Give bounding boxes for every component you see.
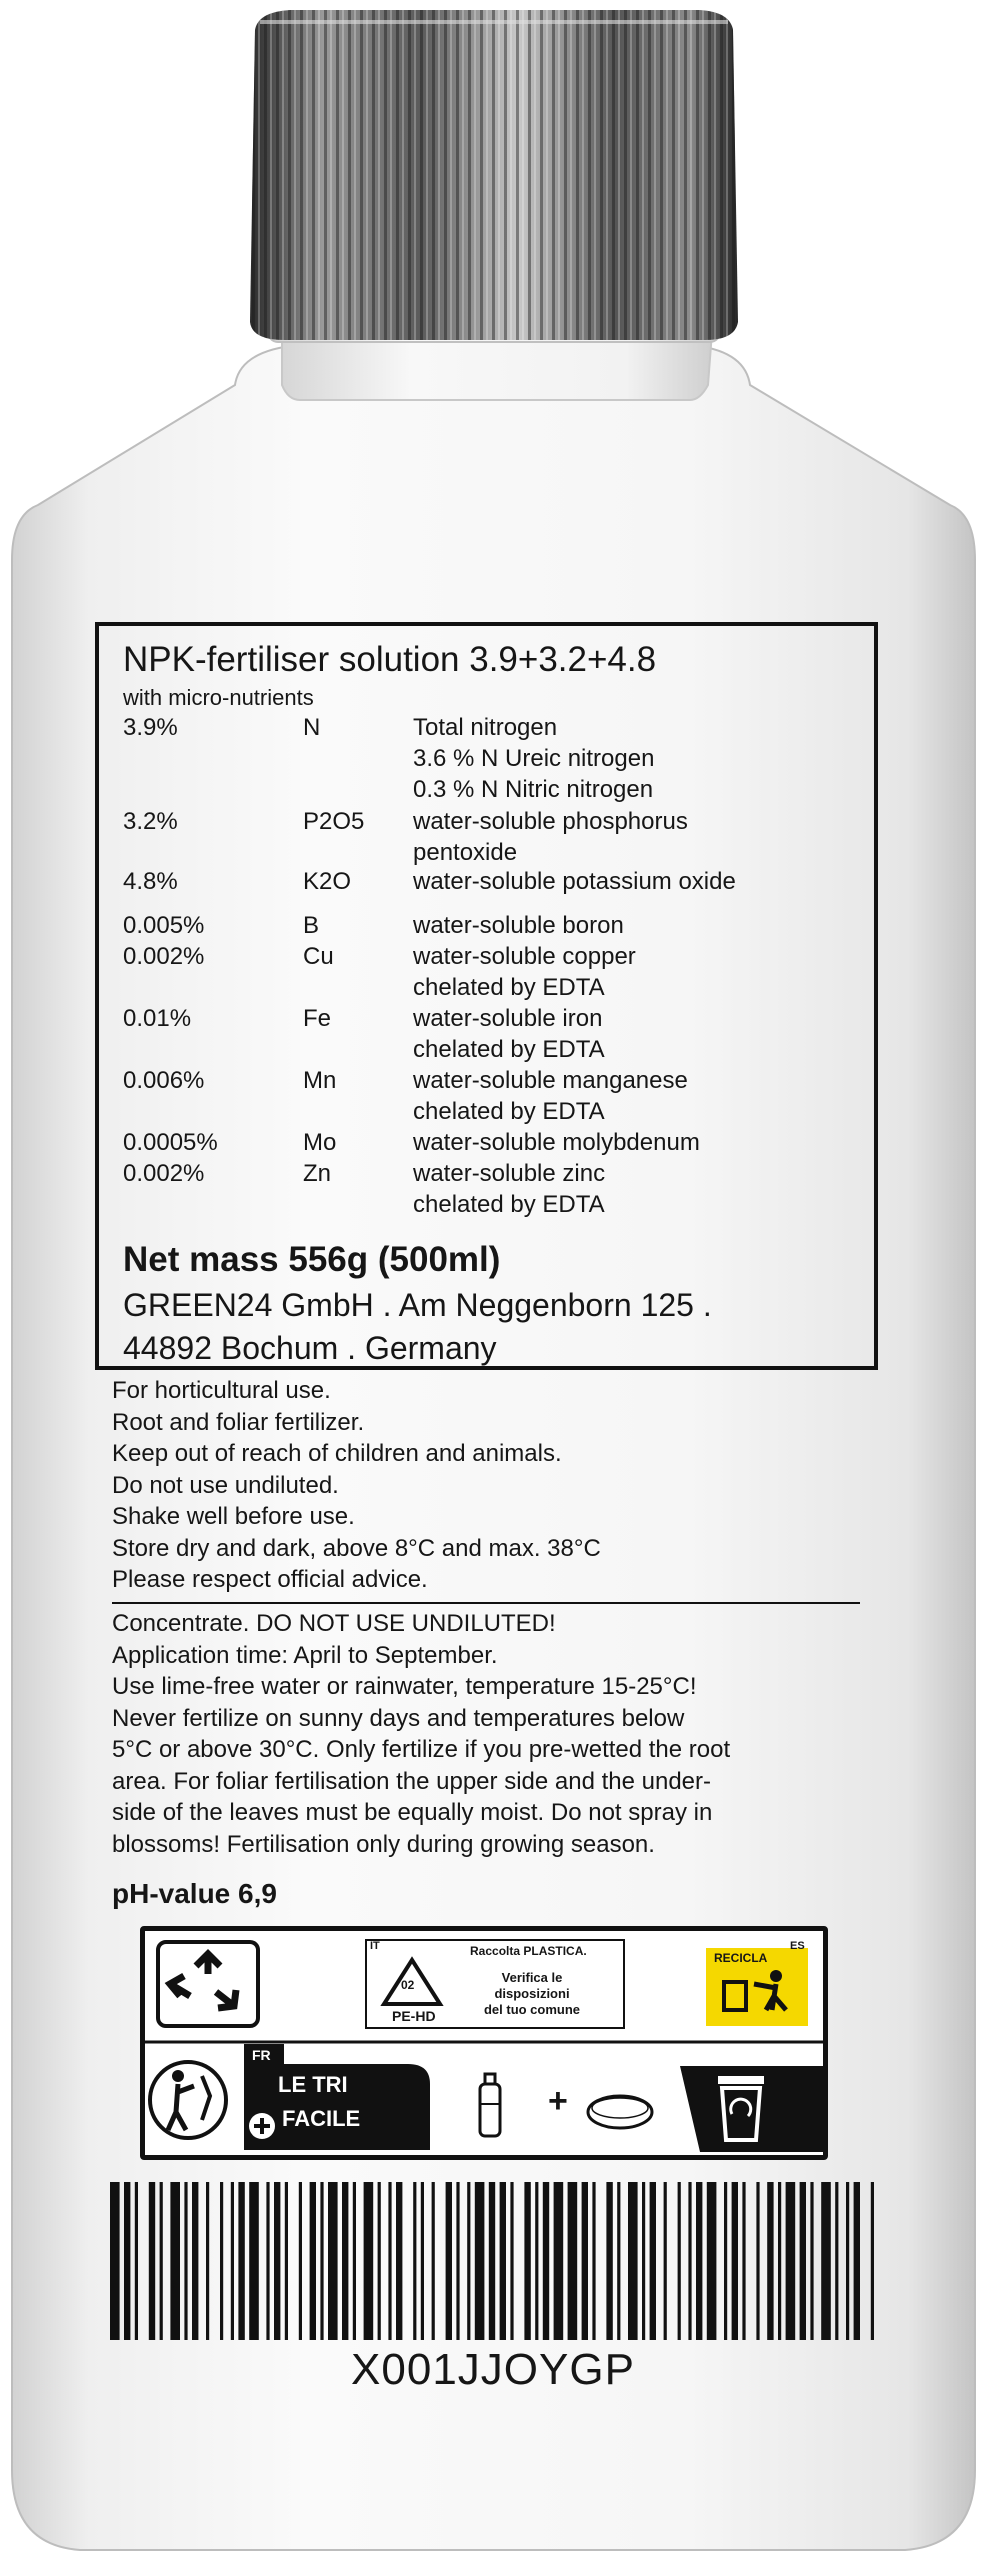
barcode-bar bbox=[592, 2182, 595, 2340]
nutrient-symbol: Cu bbox=[303, 943, 334, 970]
barcode-bar bbox=[135, 2182, 138, 2340]
nutrient-description: water-soluble boron bbox=[413, 912, 624, 939]
recycle-icon bbox=[158, 1942, 258, 2026]
note-line: Keep out of reach of children and animals. bbox=[112, 1440, 562, 1467]
barcode-bar bbox=[510, 2182, 513, 2340]
recicla-label: RECICLA bbox=[714, 1951, 768, 1965]
barcode-bar bbox=[149, 2182, 155, 2340]
barcode-bar bbox=[742, 2182, 745, 2340]
note-line: For horticultural use. bbox=[112, 1377, 331, 1404]
barcode-bar bbox=[810, 2182, 813, 2340]
barcode-bar bbox=[642, 2182, 645, 2340]
triman-text-2: FACILE bbox=[282, 2106, 361, 2131]
barcode-bar bbox=[724, 2182, 727, 2340]
barcode-bar bbox=[568, 2182, 578, 2340]
barcode-bar bbox=[124, 2182, 130, 2340]
nutrient-description: water-soluble molybdenum bbox=[413, 1129, 700, 1156]
barcode-bar bbox=[664, 2182, 667, 2340]
nutrient-percent: 3.2% bbox=[123, 808, 178, 835]
divider bbox=[112, 1602, 860, 1604]
nutrient-symbol: P2O5 bbox=[303, 808, 365, 835]
nutrient-percent: 3.9% bbox=[123, 714, 178, 741]
barcode-bar bbox=[678, 2182, 681, 2340]
recycling-bin-icon bbox=[680, 2066, 828, 2152]
person-recycling-icon bbox=[150, 2062, 226, 2138]
note-line: Shake well before use. bbox=[112, 1503, 355, 1530]
instruction-line: blossoms! Fertilisation only during growing season. bbox=[112, 1830, 655, 1858]
barcode-bar bbox=[696, 2182, 702, 2340]
barcode-bar bbox=[821, 2182, 831, 2340]
nutrient-symbol: N bbox=[303, 714, 321, 741]
barcode-bar bbox=[475, 2182, 485, 2340]
barcode-bar bbox=[328, 2182, 338, 2340]
barcode-bar bbox=[353, 2182, 356, 2340]
product-subtitle: with micro-nutrients bbox=[123, 685, 314, 710]
note-line: Please respect official advice. bbox=[112, 1566, 428, 1593]
nutrient-symbol: K2O bbox=[303, 868, 352, 895]
barcode-bar bbox=[846, 2182, 849, 2340]
instruction-line: 5°C or above 30°C. Only fertilize if you pre-wetted the root bbox=[112, 1736, 731, 1763]
instruction-line: Use lime-free water or rainwater, temperature 15-25°C! bbox=[112, 1673, 697, 1700]
it-number: 02 bbox=[401, 1978, 415, 1992]
barcode-bar bbox=[184, 2182, 187, 2340]
barcode-bar bbox=[835, 2182, 838, 2340]
barcode-bar bbox=[192, 2182, 198, 2340]
barcode-bar bbox=[413, 2182, 416, 2340]
instruction-line: Never fertilize on sunny days and temperatures below bbox=[112, 1704, 685, 1732]
nutrient-description: water-soluble iron chelated by EDTA bbox=[413, 1005, 605, 1063]
barcode-bar bbox=[524, 2182, 530, 2340]
it-instructions bbox=[462, 1970, 602, 2018]
barcode-bar bbox=[786, 2182, 796, 2340]
it-code: IT bbox=[370, 1940, 380, 1952]
it-instruction-line: disposizioni bbox=[494, 1986, 570, 2001]
instruction-line: Application time: April to September. bbox=[112, 1641, 498, 1669]
product-title: NPK-fertiliser solution 3.9+3.2+4.8 bbox=[123, 640, 657, 679]
nutrient-percent: 0.01% bbox=[123, 1005, 192, 1032]
nutrient-symbol: Mn bbox=[303, 1067, 337, 1094]
barcode-bar bbox=[800, 2182, 806, 2340]
barcode-bar bbox=[489, 2182, 495, 2340]
barcode-bar bbox=[432, 2182, 435, 2340]
nutrient-description: water-soluble zinc chelated by EDTA bbox=[413, 1160, 606, 1218]
barcode-bar bbox=[650, 2182, 656, 2340]
barcode-bar bbox=[628, 2182, 638, 2340]
barcode-bar bbox=[342, 2182, 348, 2340]
barcode-bar bbox=[231, 2182, 234, 2340]
barcode-bar bbox=[388, 2182, 391, 2340]
usage-notes bbox=[112, 1375, 872, 1596]
barcode-bar bbox=[854, 2182, 860, 2340]
instruction-line: Concentrate. DO NOT USE UNDILUTED! bbox=[112, 1610, 556, 1637]
barcode-bar bbox=[266, 2182, 269, 2340]
nutrient-symbol: Zn bbox=[303, 1160, 332, 1187]
barcode-bar bbox=[274, 2182, 280, 2340]
barcode-bar bbox=[299, 2182, 302, 2340]
barcode-bar bbox=[378, 2182, 381, 2340]
instruction-line: area. For foliar fertilisation the upper side and the under- bbox=[112, 1767, 712, 1795]
barcode-bar bbox=[617, 2182, 620, 2340]
nutrient-description: water-soluble manganese chelated by EDTA bbox=[413, 1067, 688, 1125]
triman-text-1: LE TRI bbox=[278, 2072, 348, 2097]
bottle-cap-icon bbox=[588, 2096, 652, 2128]
note-line: Root and foliar fertilizer. bbox=[112, 1408, 365, 1436]
it-heading: Raccolta PLASTICA. bbox=[470, 1944, 587, 1958]
barcode-bar bbox=[871, 2182, 874, 2340]
nutrient-description: water-soluble copper chelated by EDTA bbox=[413, 943, 636, 1001]
barcode-bar bbox=[170, 2182, 180, 2340]
manufacturer-address-line1: GREEN24 GmbH . Am Neggenborn 125 . bbox=[123, 1287, 712, 1323]
barcode-bar bbox=[778, 2182, 781, 2340]
barcode-bar bbox=[535, 2182, 538, 2340]
nutrient-percent: 0.0005% bbox=[123, 1129, 218, 1156]
it-material: PE-HD bbox=[392, 2008, 436, 2024]
it-instruction-line: del tuo comune bbox=[483, 2002, 581, 2017]
barcode-bar bbox=[206, 2182, 209, 2340]
es-code: ES bbox=[790, 1940, 805, 1952]
barcode-bar bbox=[160, 2182, 163, 2340]
note-line: Store dry and dark, above 8°C and max. 38°C bbox=[112, 1534, 601, 1562]
barcode-bar bbox=[110, 2182, 120, 2340]
barcode-bar bbox=[220, 2182, 223, 2340]
barcode-bar bbox=[606, 2182, 612, 2340]
barcode-bar bbox=[456, 2182, 459, 2340]
barcode-bar bbox=[310, 2182, 316, 2340]
nutrient-percent: 0.002% bbox=[123, 943, 205, 970]
barcode-bar bbox=[320, 2182, 323, 2340]
nutrient-percent: 4.8% bbox=[123, 868, 178, 895]
nutrient-symbol: Fe bbox=[303, 1005, 332, 1032]
nutrient-symbol: Mo bbox=[303, 1129, 337, 1156]
barcode-bar bbox=[707, 2182, 717, 2340]
fr-code: FR bbox=[252, 2047, 271, 2063]
net-mass: Net mass 556g (500ml) bbox=[123, 1240, 501, 1279]
plus-sign: + bbox=[548, 2082, 568, 2120]
manufacturer-address-line2: 44892 Bochum . Germany bbox=[123, 1330, 497, 1366]
note-line: Do not use undiluted. bbox=[112, 1471, 339, 1499]
barcode-bar bbox=[285, 2182, 288, 2340]
nutrient-symbol: B bbox=[303, 912, 320, 939]
barcode-bar bbox=[249, 2182, 259, 2340]
barcode-bar bbox=[543, 2182, 549, 2340]
nutrient-percent: 0.005% bbox=[123, 912, 205, 939]
barcode-bar bbox=[688, 2182, 691, 2340]
barcode-text: X001JJOYGP bbox=[351, 2345, 635, 2394]
instruction-line: side of the leaves must be equally moist. Do not spray in bbox=[112, 1799, 713, 1826]
barcode-bar bbox=[767, 2182, 773, 2340]
nutrient-description: Total nitrogen 3.6 % N Ureic nitrogen 0.3 % N Nitric nitrogen bbox=[413, 714, 655, 803]
barcode-bar bbox=[467, 2182, 470, 2340]
plastic-bottle-icon bbox=[480, 2074, 500, 2136]
nutrient-percent: 0.002% bbox=[123, 1160, 205, 1187]
nutrient-percent: 0.006% bbox=[123, 1067, 205, 1094]
barcode-bar bbox=[396, 2182, 402, 2340]
it-instruction-line: Verifica le bbox=[501, 1970, 563, 1985]
ph-value: pH-value 6,9 bbox=[112, 1878, 277, 1909]
nutrient-description: water-soluble phosphorus pentoxide bbox=[413, 808, 688, 866]
barcode-bar bbox=[421, 2182, 424, 2340]
barcode-bar bbox=[500, 2182, 506, 2340]
barcode-bar bbox=[238, 2182, 244, 2340]
barcode-bar bbox=[364, 2182, 374, 2340]
barcode-bar bbox=[582, 2182, 588, 2340]
barcode-bar bbox=[446, 2182, 452, 2340]
application-instructions bbox=[112, 1608, 872, 1860]
barcode-bar bbox=[554, 2182, 564, 2340]
barcode-bar bbox=[756, 2182, 759, 2340]
barcode-bar bbox=[732, 2182, 738, 2340]
nutrient-description: water-soluble potassium oxide bbox=[413, 868, 736, 895]
